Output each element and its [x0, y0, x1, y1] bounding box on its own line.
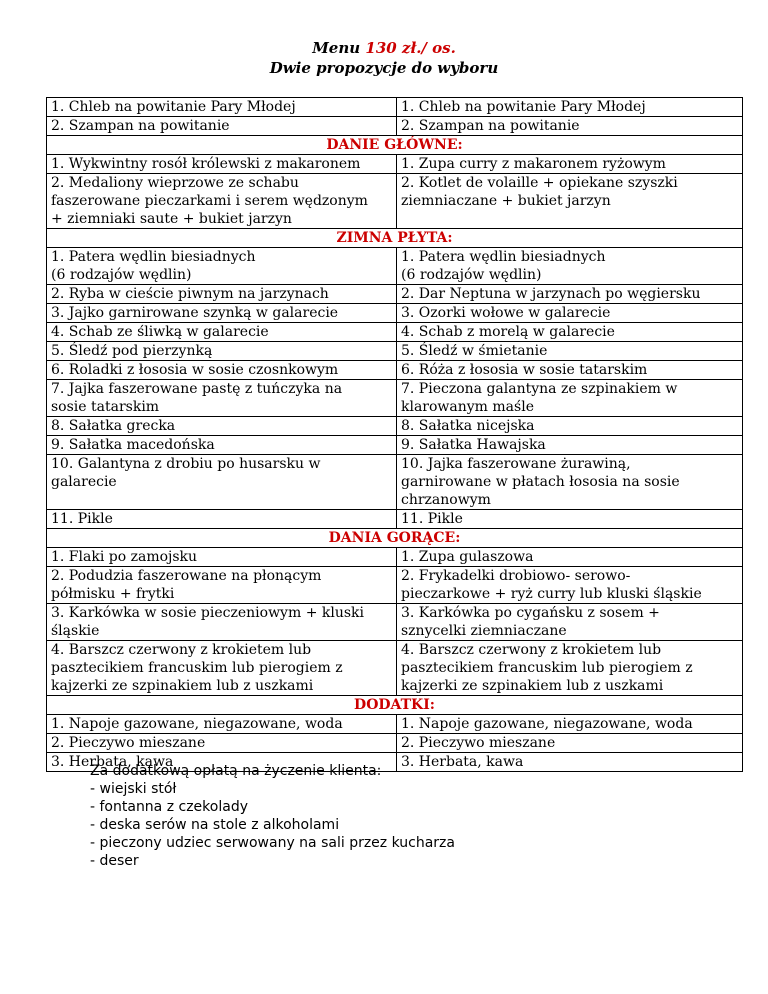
option-2-cell — [397, 248, 743, 285]
option-1-cell — [47, 323, 397, 342]
menu-row — [47, 455, 743, 510]
option-1-cell — [47, 455, 397, 510]
menu-item-text: 1. Zupa gulaszowa — [401, 549, 534, 565]
option-2-cell — [397, 323, 743, 342]
option-2-cell — [397, 117, 743, 136]
menu-row — [47, 548, 743, 567]
menu-item-text: 2. Pieczywo mieszane — [401, 735, 556, 751]
menu-item-text: 4. Schab z morelą w galarecie — [401, 324, 615, 340]
option-1-cell — [47, 117, 397, 136]
extras-item: - fontanna z czekolady — [90, 799, 248, 815]
option-2-cell — [397, 548, 743, 567]
option-2-cell — [397, 361, 743, 380]
menu-item-text: (6 rodzajów wędlin) — [51, 267, 192, 283]
menu-item-text: 6. Róża z łososia w sosie tatarskim — [401, 362, 648, 378]
menu-item-text: 2. Ryba w cieście piwnym na jarzynach — [51, 286, 329, 302]
option-1-cell — [47, 98, 397, 117]
option-1-cell — [47, 304, 397, 323]
menu-item-text: garnirowane w płatach łososia na sosie — [401, 474, 680, 490]
menu-title-line — [0, 38, 768, 58]
menu-item-text: sosie tatarskim — [51, 399, 160, 415]
menu-item-text: faszerowane pieczarkami i serem wędzonym — [51, 193, 368, 209]
menu-item-text: 1. Patera wędlin biesiadnych — [401, 249, 606, 265]
menu-item-text: 1. Flaki po zamojsku — [51, 549, 198, 565]
section-header-row — [47, 229, 743, 248]
menu-row — [47, 248, 743, 285]
option-1-cell — [47, 285, 397, 304]
menu-item-text: 8. Sałatka grecka — [51, 418, 176, 434]
menu-item-text: 9. Sałatka Hawajska — [401, 437, 546, 453]
menu-row — [47, 417, 743, 436]
menu-item-text: 3. Jajko garnirowane szynką w galarecie — [51, 305, 339, 321]
menu-item-text: (6 rodzajów wędlin) — [401, 267, 542, 283]
option-1-cell — [47, 436, 397, 455]
menu-item-text: 1. Chleb na powitanie Pary Młodej — [401, 99, 646, 115]
section-title: DANIA GORĄCE: — [47, 529, 743, 548]
menu-item-text: ziemniaczane + bukiet jarzyn — [401, 193, 611, 209]
option-2-cell — [397, 455, 743, 510]
menu-row — [47, 98, 743, 117]
section-title: ZIMNA PŁYTA: — [47, 229, 743, 248]
menu-item-text: kajzerki ze szpinakiem lub z uszkami — [401, 678, 664, 694]
option-2-cell — [397, 98, 743, 117]
menu-item-text: 8. Sałatka nicejska — [401, 418, 535, 434]
option-2-cell — [397, 380, 743, 417]
menu-item-text: 6. Roladki z łososia w sosie czosnkowym — [51, 362, 339, 378]
menu-row — [47, 361, 743, 380]
option-1-cell — [47, 567, 397, 604]
menu-item-text: 5. Śledź w śmietanie — [401, 343, 548, 359]
option-2-cell — [397, 604, 743, 641]
menu-item-text: + ziemniaki saute + bukiet jarzyn — [51, 211, 292, 227]
menu-item-text: 2. Szampan na powitanie — [401, 118, 580, 134]
menu-row — [47, 342, 743, 361]
menu-item-text: 7. Pieczona galantyna ze szpinakiem w — [401, 381, 678, 397]
menu-row — [47, 155, 743, 174]
menu-item-text: 2. Medaliony wieprzowe ze schabu — [51, 175, 299, 191]
menu-row — [47, 174, 743, 229]
menu-item-text: 5. Śledź pod pierzynką — [51, 343, 213, 359]
option-1-cell — [47, 715, 397, 734]
extras-item: - deska serów na stole z alkoholami — [90, 817, 340, 833]
menu-item-text: pasztecikiem francuskim lub pierogiem z — [401, 660, 693, 676]
menu-row — [47, 641, 743, 696]
menu-item-text: kajzerki ze szpinakiem lub z uszkami — [51, 678, 314, 694]
menu-item-text: pieczarkowe + ryż curry lub kluski śląskie — [401, 586, 702, 602]
menu-row — [47, 715, 743, 734]
option-2-cell — [397, 715, 743, 734]
option-1-cell — [47, 548, 397, 567]
menu-row — [47, 323, 743, 342]
menu-item-text: 1. Wykwintny rosół królewski z makaronem — [51, 156, 361, 172]
menu-item-text: śląskie — [51, 623, 100, 639]
option-2-cell — [397, 734, 743, 753]
menu-item-text: 1. Zupa curry z makaronem ryżowym — [401, 156, 666, 172]
option-2-cell — [397, 510, 743, 529]
section-header-row — [47, 529, 743, 548]
menu-item-text: pasztecikiem francuskim lub pierogiem z — [51, 660, 343, 676]
menu-item-text: sznycelki ziemniaczane — [401, 623, 567, 639]
menu-item-text: 3. Karkówka w sosie pieczeniowym + kluski — [51, 605, 364, 621]
option-2-cell — [397, 417, 743, 436]
menu-item-text: 11. Pikle — [51, 511, 113, 527]
menu-item-text: 4. Barszcz czerwony z krokietem lub — [401, 642, 662, 658]
option-1-cell — [47, 248, 397, 285]
menu-item-text: 9. Sałatka macedońska — [51, 437, 215, 453]
option-2-cell — [397, 567, 743, 604]
option-1-cell — [47, 174, 397, 229]
menu-header — [0, 38, 768, 78]
menu-row — [47, 380, 743, 417]
menu-row — [47, 436, 743, 455]
option-1-cell — [47, 155, 397, 174]
menu-row — [47, 734, 743, 753]
option-1-cell — [47, 380, 397, 417]
menu-item-text: 4. Barszcz czerwony z krokietem lub — [51, 642, 312, 658]
extras-note — [90, 762, 455, 870]
menu-item-text: 2. Szampan na powitanie — [51, 118, 230, 134]
menu-row — [47, 567, 743, 604]
menu-item-text: 2. Dar Neptuna w jarzynach po węgiersku — [401, 286, 701, 302]
menu-row — [47, 117, 743, 136]
menu-item-text: klarowanym maśle — [401, 399, 534, 415]
menu-item-text: 1. Chleb na powitanie Pary Młodej — [51, 99, 296, 115]
menu-row — [47, 285, 743, 304]
option-2-cell — [397, 641, 743, 696]
menu-item-text: galarecie — [51, 474, 117, 490]
menu-item-text: 4. Schab ze śliwką w galarecie — [51, 324, 269, 340]
section-header-row — [47, 136, 743, 155]
menu-item-text: 10. Jajka faszerowane żurawiną, — [401, 456, 631, 472]
option-1-cell — [47, 604, 397, 641]
menu-item-text: 2. Kotlet de volaille + opiekane szyszki — [401, 175, 678, 191]
extras-item: - pieczony udziec serwowany na sali przez kucharza — [90, 835, 455, 851]
option-1-cell — [47, 361, 397, 380]
option-2-cell — [397, 285, 743, 304]
menu-label: Menu — [312, 39, 361, 57]
menu-item-text: półmisku + frytki — [51, 586, 175, 602]
extras-item: - wiejski stół — [90, 781, 177, 797]
menu-item-text: 3. Ozorki wołowe w galarecie — [401, 305, 611, 321]
option-1-cell — [47, 641, 397, 696]
option-1-cell — [47, 734, 397, 753]
option-1-cell — [47, 510, 397, 529]
menu-item-text: 11. Pikle — [401, 511, 463, 527]
menu-row — [47, 304, 743, 323]
option-1-cell — [47, 342, 397, 361]
option-2-cell — [397, 304, 743, 323]
menu-item-text: 2. Frykadelki drobiowo- serowo- — [401, 568, 631, 584]
section-title: DODATKI: — [47, 696, 743, 715]
option-2-cell — [397, 342, 743, 361]
menu-item-text: 10. Galantyna z drobiu po husarsku w — [51, 456, 321, 472]
option-2-cell — [397, 155, 743, 174]
menu-item-text: 1. Napoje gazowane, niegazowane, woda — [401, 716, 693, 732]
menu-item-text: 2. Podudzia faszerowane na płonącym — [51, 568, 322, 584]
menu-price: 130 zł./ os. — [365, 39, 456, 57]
menu-item-text: 7. Jajka faszerowane pastę z tuńczyka na — [51, 381, 343, 397]
menu-item-text: 2. Pieczywo mieszane — [51, 735, 206, 751]
menu-item-text: 3. Karkówka po cygańsku z sosem + — [401, 605, 660, 621]
menu-item-text: 1. Patera wędlin biesiadnych — [51, 249, 256, 265]
option-2-cell — [397, 436, 743, 455]
menu-table — [46, 97, 743, 772]
option-2-cell — [397, 174, 743, 229]
menu-item-text: 3. Herbata, kawa — [51, 754, 174, 770]
extras-heading: Za dodatkową opłatą na życzenie klienta: — [90, 763, 382, 779]
menu-item-text: 3. Herbata, kawa — [401, 754, 524, 770]
section-header-row — [47, 696, 743, 715]
menu-row — [47, 510, 743, 529]
menu-row — [47, 604, 743, 641]
menu-subtitle: Dwie propozycje do wyboru — [269, 59, 499, 77]
menu-item-text: 1. Napoje gazowane, niegazowane, woda — [51, 716, 343, 732]
menu-item-text: chrzanowym — [401, 492, 491, 508]
option-1-cell — [47, 417, 397, 436]
extras-item: - deser — [90, 853, 139, 869]
section-title: DANIE GŁÓWNE: — [47, 136, 743, 155]
